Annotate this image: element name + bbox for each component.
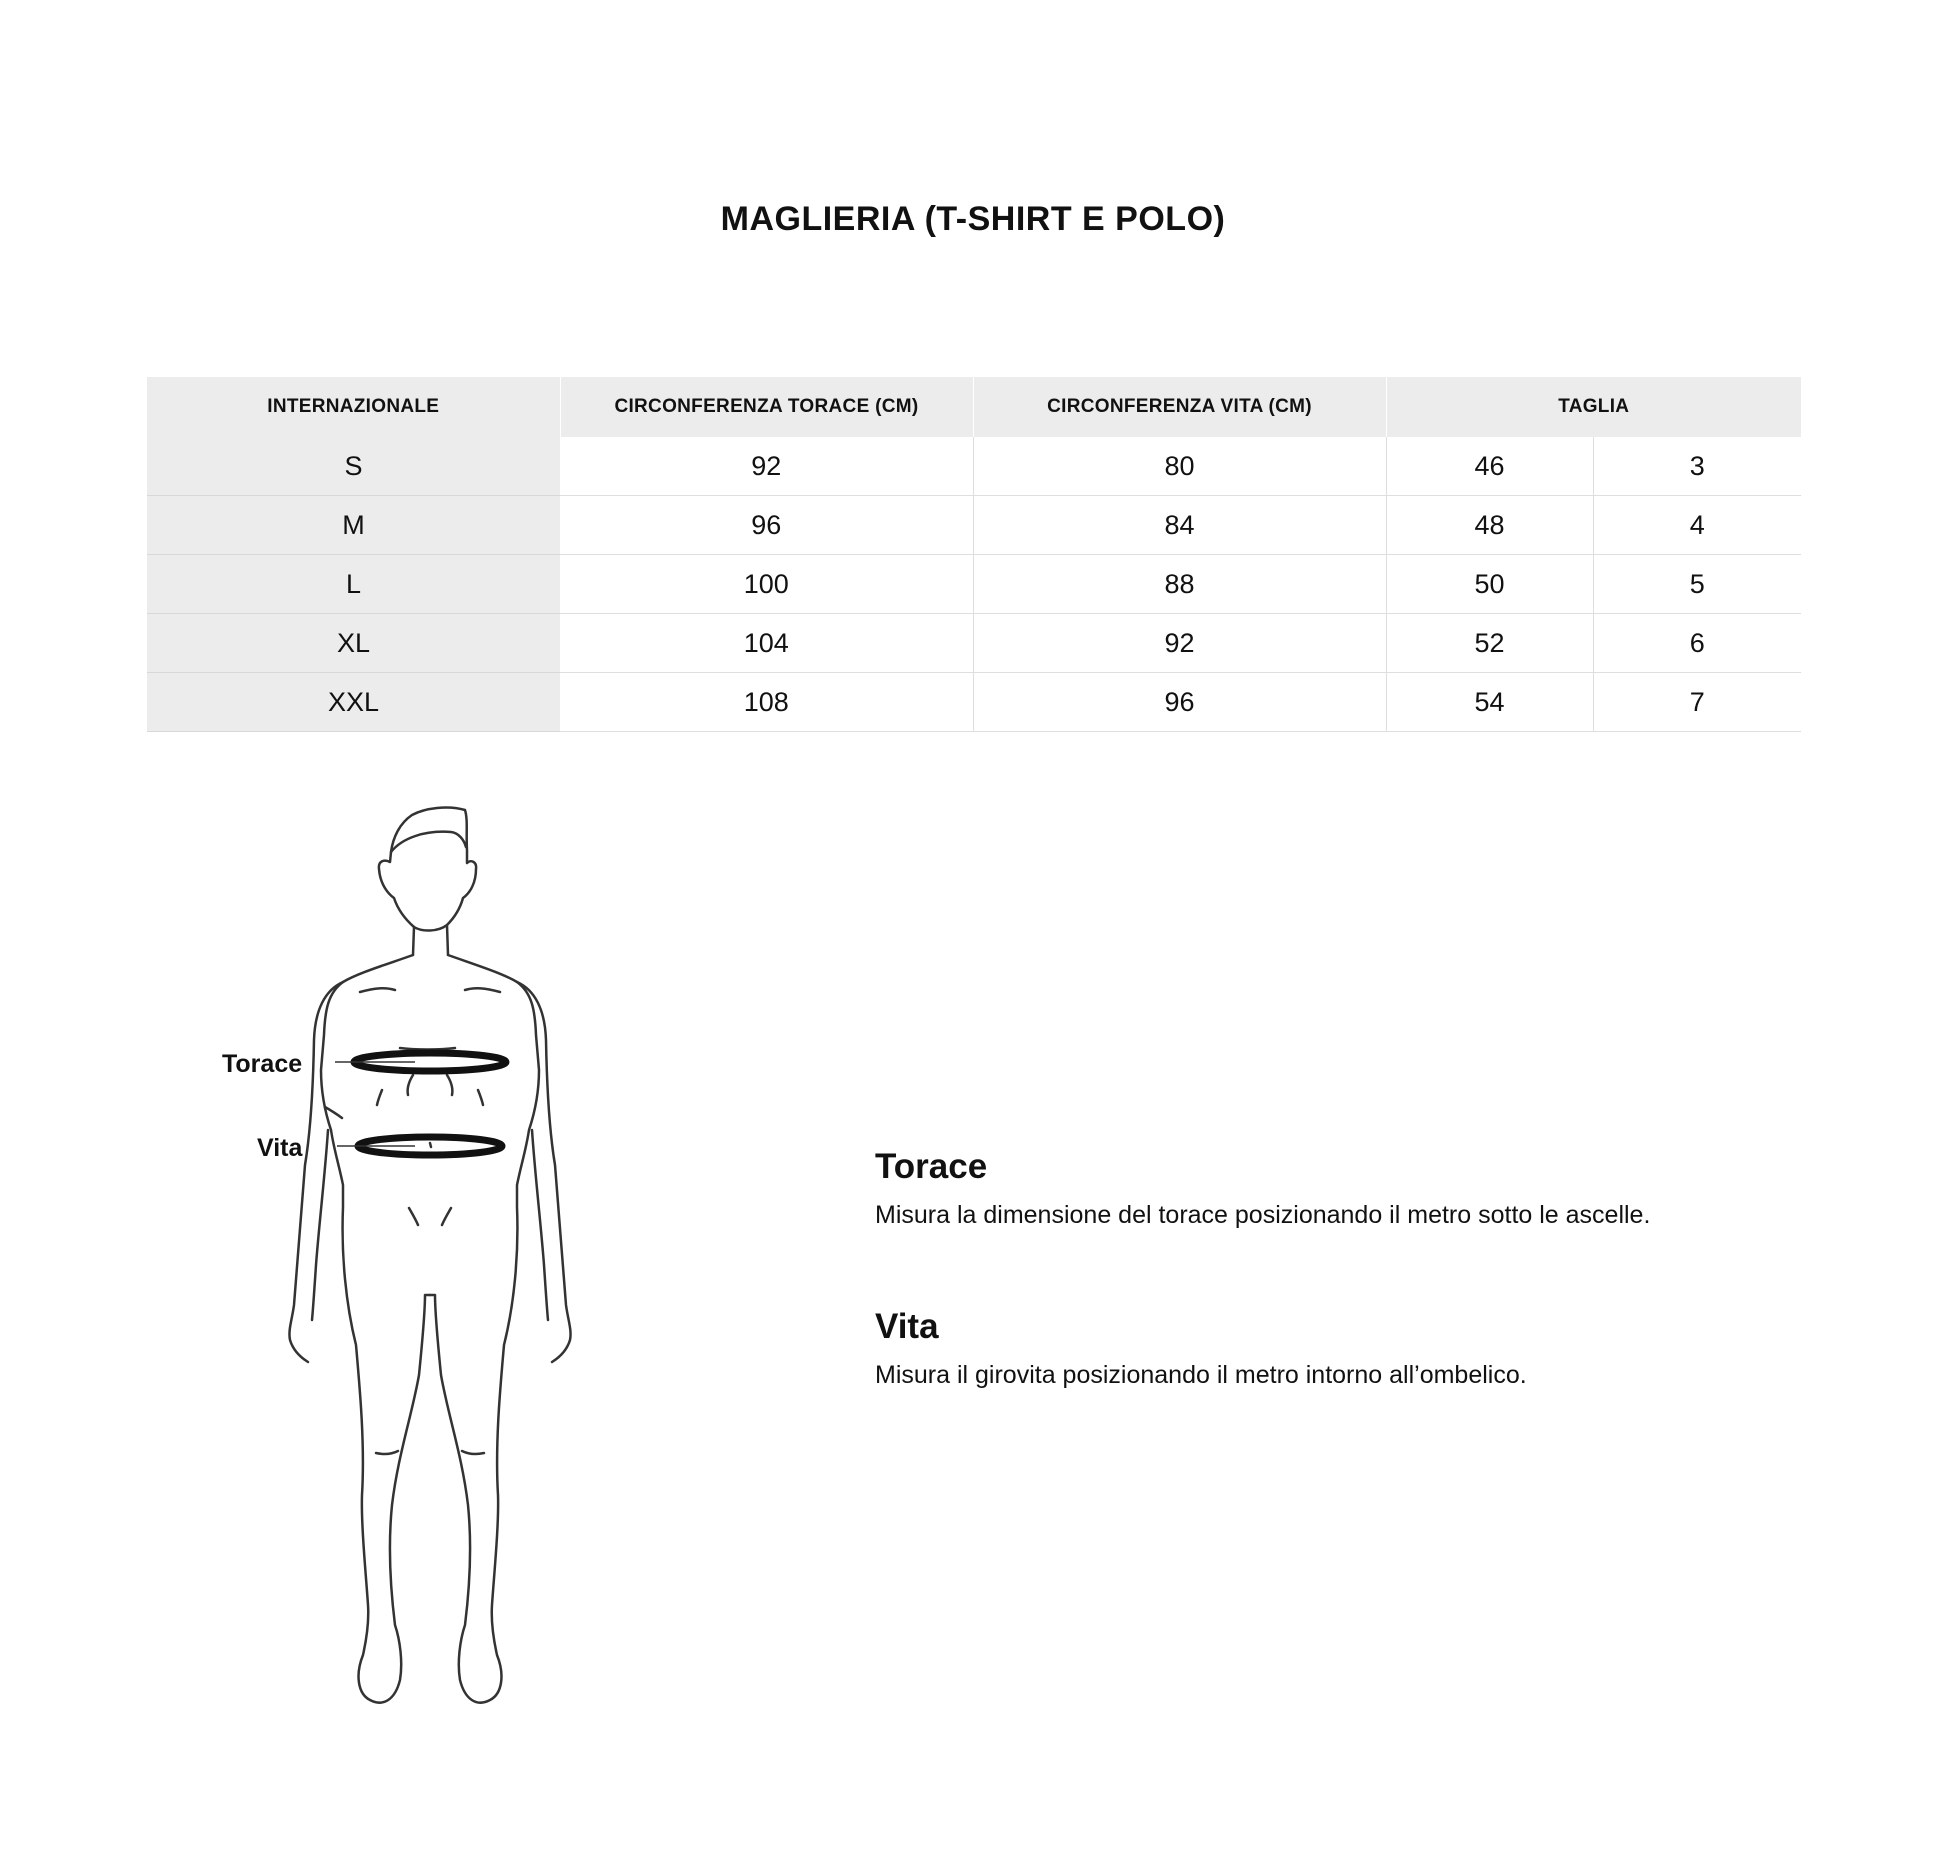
chest-label: Torace xyxy=(222,1050,303,1078)
waist-label: Vita xyxy=(257,1134,303,1162)
header-chest: CIRCONFERENZA TORACE (CM) xyxy=(560,377,973,437)
table-row xyxy=(147,673,1801,732)
cell-waist: 92 xyxy=(973,614,1386,673)
cell-waist: 84 xyxy=(973,496,1386,555)
cell-size-num: 7 xyxy=(1593,673,1801,732)
size-table xyxy=(147,377,1801,732)
cell-size-num: 3 xyxy=(1593,437,1801,496)
table-header-row xyxy=(147,377,1801,437)
chest-description xyxy=(875,1147,1815,1230)
table-row xyxy=(147,496,1801,555)
cell-waist: 80 xyxy=(973,437,1386,496)
header-size: TAGLIA xyxy=(1386,377,1801,437)
cell-international: M xyxy=(147,496,560,555)
cell-chest: 92 xyxy=(560,437,973,496)
cell-international: XL xyxy=(147,614,560,673)
waist-description-text: Misura il girovita posizionando il metro intorno all’ombelico. xyxy=(875,1361,1527,1389)
body-figure xyxy=(200,805,660,1755)
cell-chest: 104 xyxy=(560,614,973,673)
table-row xyxy=(147,437,1801,496)
cell-size-num: 5 xyxy=(1593,555,1801,614)
chest-description-text: Misura la dimensione del torace posizionando il metro sotto le ascelle. xyxy=(875,1201,1651,1229)
cell-size-it: 54 xyxy=(1386,673,1593,732)
cell-waist: 96 xyxy=(973,673,1386,732)
header-international: INTERNAZIONALE xyxy=(147,377,560,437)
cell-international: S xyxy=(147,437,560,496)
cell-chest: 108 xyxy=(560,673,973,732)
cell-size-it: 50 xyxy=(1386,555,1593,614)
header-waist: CIRCONFERENZA VITA (CM) xyxy=(973,377,1386,437)
chest-description-title: Torace xyxy=(875,1147,988,1186)
cell-size-it: 46 xyxy=(1386,437,1593,496)
cell-chest: 100 xyxy=(560,555,973,614)
cell-size-num: 6 xyxy=(1593,614,1801,673)
table-row xyxy=(147,555,1801,614)
body-outline-icon xyxy=(200,805,660,1750)
cell-size-num: 4 xyxy=(1593,496,1801,555)
cell-international: L xyxy=(147,555,560,614)
cell-size-it: 48 xyxy=(1386,496,1593,555)
table-row xyxy=(147,614,1801,673)
cell-waist: 88 xyxy=(973,555,1386,614)
waist-description-title: Vita xyxy=(875,1307,939,1346)
waist-description xyxy=(875,1307,1815,1390)
cell-chest: 96 xyxy=(560,496,973,555)
page-title: MAGLIERIA (T-SHIRT E POLO) xyxy=(720,200,1226,238)
cell-international: XXL xyxy=(147,673,560,732)
cell-size-it: 52 xyxy=(1386,614,1593,673)
